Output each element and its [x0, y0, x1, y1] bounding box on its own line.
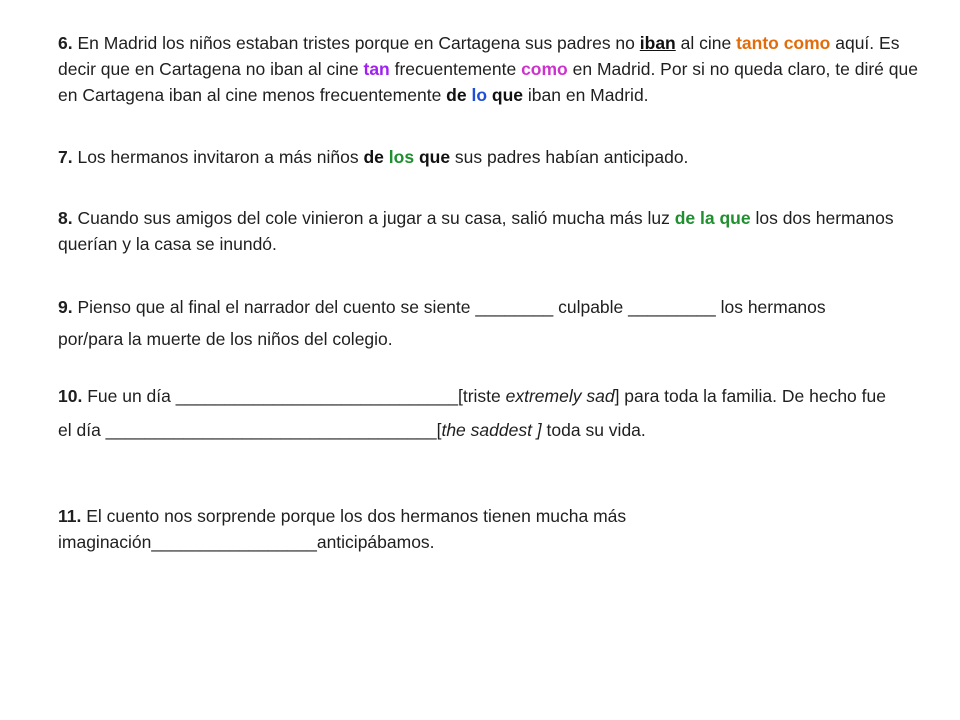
question-10 — [58, 383, 938, 443]
question-line: por/para la muerte de los niños del colegio. — [58, 329, 393, 349]
question-text: el día __________________________________[ — [58, 420, 442, 440]
highlight-que: que — [491, 85, 524, 105]
question-number: 10. — [58, 386, 83, 406]
question-number: 9. — [58, 297, 73, 317]
highlight-de-la-que: de la que — [674, 208, 751, 228]
question-11 — [58, 503, 938, 555]
highlight-iban: iban — [639, 33, 676, 53]
question-text: ] para toda la familia. De hecho fue — [614, 386, 886, 406]
question-number: 8. — [58, 208, 73, 228]
question-line — [58, 417, 938, 443]
question-text: toda su vida. — [541, 420, 646, 440]
highlight-de: de — [363, 147, 384, 167]
highlight-lo: lo — [471, 85, 488, 105]
question-text: Los hermanos invitaron a más niños — [72, 147, 364, 167]
hint-extremely-sad: extremely sad — [505, 386, 615, 406]
question-text: aquí. Es decir que en Cartagena no iban al cine — [58, 33, 900, 79]
question-text: al cine — [675, 33, 737, 53]
question-text: frecuentemente — [389, 59, 522, 79]
highlight-tanto-como: tanto como — [736, 33, 831, 53]
question-text: En Madrid los niños estaban tristes porque en Cartagena sus padres no — [72, 33, 640, 53]
question-text: Fue un día _____________________________[triste — [82, 386, 506, 406]
question-text: los dos hermanos querían y la casa se inundó. — [58, 208, 894, 254]
hint-the-saddest: the saddest ] — [441, 420, 542, 440]
highlight-los: los — [388, 147, 415, 167]
question-text: Pienso que al final el narrador del cuento se siente ________ culpable _________ los hermanos — [72, 297, 826, 317]
question-number: 11. — [58, 506, 82, 526]
question-9 — [58, 291, 938, 355]
question-text: en Madrid. Por si no queda claro, te diré que en Cartagena iban al cine menos frecuentemente — [58, 59, 918, 105]
question-number: 6. — [58, 33, 73, 53]
question-text: sus padres habían anticipado. — [450, 147, 689, 167]
question-text: El cuento nos sorprende porque los dos hermanos tienen mucha más imaginación_________________anticipábamos. — [58, 506, 627, 552]
highlight-como: como — [521, 59, 568, 79]
highlight-tan: tan — [363, 59, 390, 79]
question-6 — [58, 30, 938, 108]
highlight-que: que — [418, 147, 451, 167]
question-7 — [58, 144, 938, 170]
question-text: Cuando sus amigos del cole vinieron a jugar a su casa, salió mucha más luz — [72, 208, 675, 228]
highlight-de: de — [446, 85, 467, 105]
question-number: 7. — [58, 147, 73, 167]
question-line — [58, 291, 938, 323]
question-8 — [58, 205, 938, 257]
question-text: iban en Madrid. — [523, 85, 649, 105]
question-line — [58, 383, 938, 409]
